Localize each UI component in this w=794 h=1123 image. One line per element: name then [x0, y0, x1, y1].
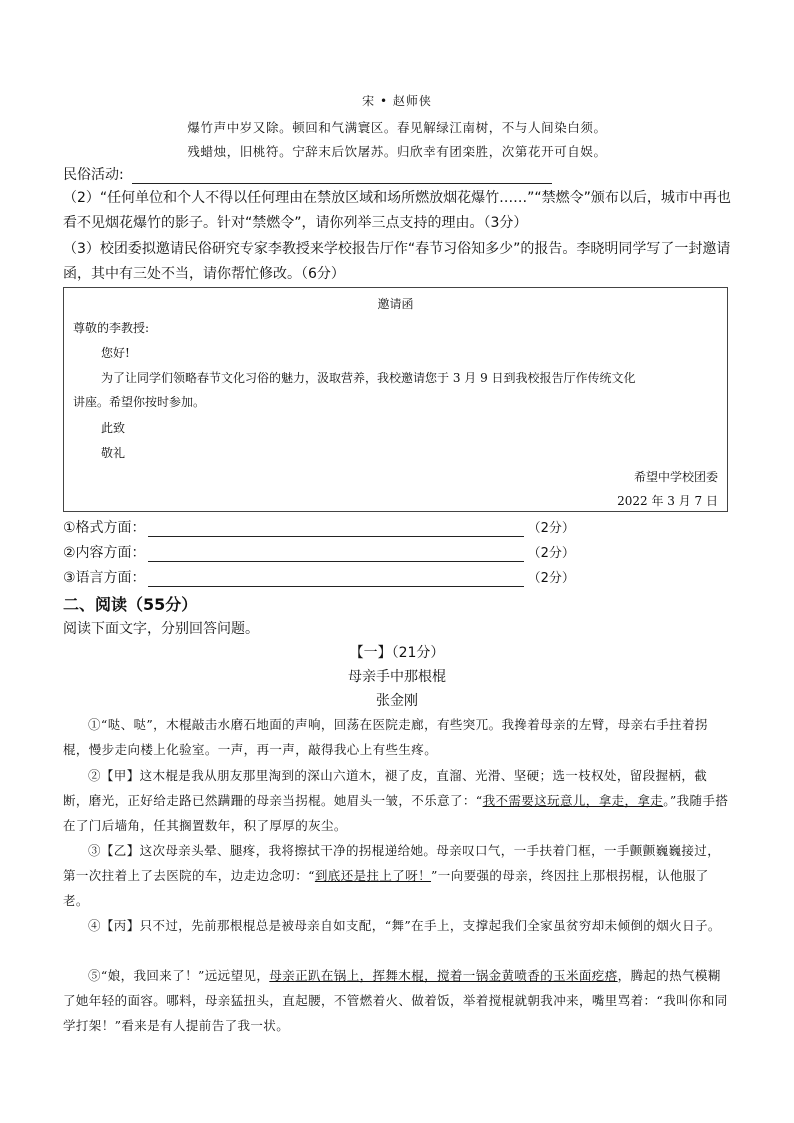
- poem-line-2: 残蜡烛，旧桃符。宁辞末后饮屠苏。归欣幸有团栾胜，次第花开可自娱。: [187, 144, 607, 159]
- paragraph-5-text-b: ，腾起的热气模糊了她年轻的面容。哪料，母亲猛扭头，直起腰，不管燃着火、做着饭，举着搅棍就朝我冲来，嘴里骂着：“我叫你和同学打架！”看来是有人提前告了我一状。: [63, 968, 728, 1033]
- letter-title: 邀请函: [377, 297, 414, 311]
- paragraph-5: [63, 963, 731, 1038]
- answer-score: （2分）: [527, 546, 575, 561]
- poem-author: 宋 • 赵师侠: [362, 94, 432, 108]
- answer-row-language: [63, 567, 575, 587]
- paragraph-3: [63, 838, 731, 913]
- paragraph-1: ①“哒、哒”，木棍敲击水磨石地面的声响，回荡在医院走廊，有些突兀。我搀着母亲的左臂，母亲右手拄着拐棍，慢步走向楼上化验室。一声，再一声，敲得我心上有些生疼。: [63, 717, 708, 757]
- paragraph-4: ④【丙】只不过，先前那根棍总是被母亲自如支配，“舞”在手上，支撑起我们全家虽贫穷却未倾倒的烟火日子。: [88, 918, 721, 933]
- answer-label: ③语言方面：: [63, 570, 146, 586]
- paragraph-5-text-a: ⑤“娘，我回来了！”远远望见，: [88, 968, 270, 983]
- letter-closing-2: 敬礼: [101, 446, 126, 460]
- letter-closing-1: 此致: [101, 421, 126, 435]
- letter-date: 2022 年 3 月 7 日: [617, 494, 718, 508]
- invitation-letter-box: [63, 287, 728, 512]
- answer-score: （2分）: [527, 521, 575, 536]
- paragraph-5-underlined: 母亲正趴在锅上，挥舞木棍，搅着一锅金黄喷香的玉米面疙瘩: [269, 968, 618, 983]
- section-intro: 阅读下面文字，分别回答问题。: [63, 621, 259, 637]
- answer-label: ①格式方面：: [63, 520, 146, 536]
- section-title: 二、阅读（55分）: [63, 595, 198, 614]
- letter-body-line-2: 讲座。希望你按时参加。: [73, 395, 206, 409]
- letter-greeting: 尊敬的李教授:: [73, 321, 150, 335]
- paragraph-3-text-b: ”一向要强的母亲，终因拄上那根拐棍，认他服了老。: [63, 868, 709, 908]
- answer-row-content: [63, 542, 575, 562]
- paragraph-3-text-a: ③【乙】这次母亲头晕、腿疼，我将擦拭干净的拐棍递给她。母亲叹口气，一手扶着门框，一手颤颤巍巍接过，第一次拄着上了去医院的车，边走边念叨：“: [63, 843, 721, 883]
- paragraph-2-text-a: ②【甲】这木棍是我从朋友那里淘到的深山六道木，褪了皮，直溜、光滑、坚硬；选一枝权处，留段握柄，截断，磨光，正好给走路已然蹒跚的母亲当拐棍。她眉头一皱，不乐意了：“: [63, 768, 708, 808]
- answer-score: （2分）: [527, 571, 575, 586]
- answer-label: ②内容方面：: [63, 545, 146, 561]
- answer-row-format: [63, 517, 575, 537]
- answer-blank[interactable]: [148, 523, 524, 537]
- folk-activity-label: 民俗活动:: [63, 167, 124, 183]
- paragraph-3-underlined: 到底还是拄上了呀！: [314, 868, 432, 883]
- folk-activity-row: [63, 164, 552, 184]
- essay-author: 张金刚: [376, 693, 418, 709]
- letter-hello: 您好!: [101, 346, 130, 360]
- paragraph-2-underlined: 我不需要这玩意儿，拿走，拿走: [482, 793, 664, 808]
- letter-body-line-1: 为了让同学们领略春节文化习俗的魅力，汲取营养，我校邀请您于 3 月 9 日到我校报告厅作传统文化: [101, 371, 636, 385]
- answer-blank[interactable]: [148, 548, 524, 562]
- question-2: （2）“任何单位和个人不得以任何理由在禁放区域和场所燃放烟花爆竹……”“禁燃令”颁布以后，城市中再也看不见烟花爆竹的影子。针对“禁燃令”，请你列举三点支持的理由。（3分）: [63, 190, 731, 231]
- question-3: （3）校团委拟邀请民俗研究专家李教授来学校报告厅作“春节习俗知多少”的报告。李晓明同学写了一封邀请函，其中有三处不当，请你帮忙修改。（6分）: [63, 241, 731, 282]
- paragraph-2: [63, 763, 731, 838]
- poem-line-1: 爆竹声中岁又除。顿回和气满寰区。春见解绿江南树，不与人间染白须。: [187, 120, 607, 135]
- folk-activity-blank[interactable]: [132, 169, 552, 184]
- letter-signature: 希望中学校团委: [633, 470, 718, 484]
- answer-blank[interactable]: [148, 573, 524, 587]
- part-heading: 【一】（21分）: [349, 645, 445, 661]
- paragraph-2-text-b: 。”我随手搭在了门后墙角，任其搁置数年，积了厚厚的灰尘。: [63, 793, 729, 833]
- essay-title: 母亲手中那根棍: [348, 669, 446, 685]
